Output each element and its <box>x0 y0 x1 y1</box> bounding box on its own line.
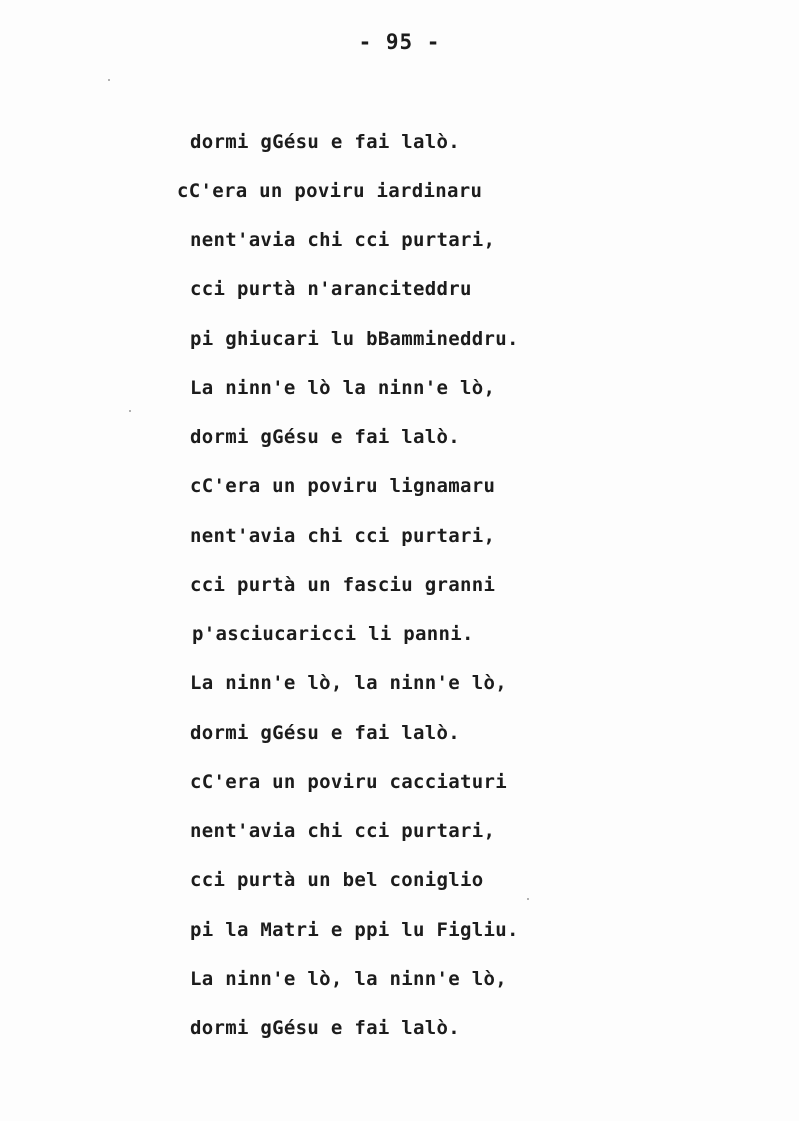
poem-line: dormi gGésu e fai lalò. <box>190 722 460 744</box>
page-number: - 95 - <box>358 30 441 54</box>
poem-line: cC'era un poviru cacciaturi <box>190 771 507 793</box>
poem-line: cC'era un poviru iardinaru <box>177 180 483 202</box>
poem-line: dormi gGésu e fai lalò. <box>190 131 460 153</box>
paper-speck <box>129 410 131 412</box>
poem-line: pi ghiucari lu bBammineddru. <box>190 328 519 350</box>
poem-line: cci purtà un bel coniglio <box>190 869 484 891</box>
paper-speck <box>527 898 529 900</box>
poem-line: nent'avia chi cci purtari, <box>190 525 496 547</box>
poem-line: dormi gGésu e fai lalò. <box>190 1017 460 1039</box>
poem-line: La ninn'e lò la ninn'e lò, <box>190 377 496 399</box>
poem-line: cci purtà un fasciu granni <box>190 574 496 596</box>
paper-speck <box>108 79 110 81</box>
poem-line: nent'avia chi cci purtari, <box>190 820 496 842</box>
poem-line: dormi gGésu e fai lalò. <box>190 426 460 448</box>
poem-line: pi la Matri e ppi lu Figliu. <box>190 919 519 941</box>
poem-line: p'asciucaricci li panni. <box>192 623 474 645</box>
poem-line: cC'era un poviru lignamaru <box>190 475 496 497</box>
poem-line: La ninn'e lò, la ninn'e lò, <box>190 968 507 990</box>
poem-line: La ninn'e lò, la ninn'e lò, <box>190 672 507 694</box>
poem-line: cci purtà n'aranciteddru <box>190 278 472 300</box>
poem-line: nent'avia chi cci purtari, <box>190 229 496 251</box>
